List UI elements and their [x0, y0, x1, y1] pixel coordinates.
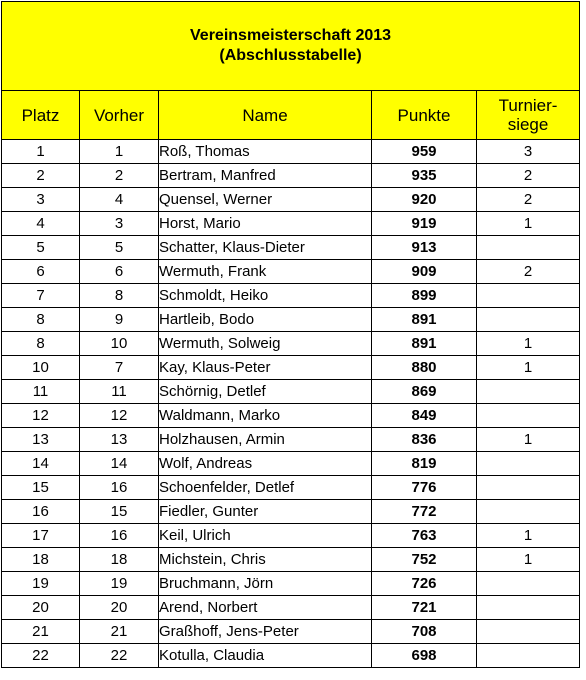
table-row — [2, 356, 580, 380]
cell-vorher: 12 — [80, 404, 159, 428]
cell-name: Schmoldt, Heiko — [159, 284, 372, 308]
cell-turniersiege: 2 — [477, 188, 580, 212]
cell-name: Fiedler, Gunter — [159, 500, 372, 524]
cell-platz: 8 — [2, 332, 80, 356]
cell-vorher: 13 — [80, 428, 159, 452]
cell-punkte: 899 — [372, 284, 477, 308]
cell-platz: 14 — [2, 452, 80, 476]
cell-turniersiege: 1 — [477, 356, 580, 380]
table-row — [2, 476, 580, 500]
cell-vorher: 1 — [80, 140, 159, 164]
cell-name: Bruchmann, Jörn — [159, 572, 372, 596]
table-row — [2, 332, 580, 356]
cell-vorher: 18 — [80, 548, 159, 572]
table-row — [2, 524, 580, 548]
table-row — [2, 548, 580, 572]
table-row — [2, 284, 580, 308]
table-body — [2, 140, 580, 668]
cell-punkte: 920 — [372, 188, 477, 212]
cell-vorher: 22 — [80, 644, 159, 668]
table-row — [2, 428, 580, 452]
cell-punkte: 919 — [372, 212, 477, 236]
table-row — [2, 596, 580, 620]
cell-punkte: 959 — [372, 140, 477, 164]
cell-vorher: 4 — [80, 188, 159, 212]
cell-name: Roß, Thomas — [159, 140, 372, 164]
table-row — [2, 644, 580, 668]
cell-turniersiege — [477, 572, 580, 596]
cell-vorher: 15 — [80, 500, 159, 524]
cell-punkte: 763 — [372, 524, 477, 548]
cell-name: Waldmann, Marko — [159, 404, 372, 428]
cell-platz: 17 — [2, 524, 80, 548]
cell-platz: 2 — [2, 164, 80, 188]
header-punkte: Punkte — [372, 91, 477, 140]
cell-turniersiege — [477, 620, 580, 644]
cell-punkte: 849 — [372, 404, 477, 428]
cell-name: Kay, Klaus-Peter — [159, 356, 372, 380]
cell-vorher: 10 — [80, 332, 159, 356]
cell-name: Bertram, Manfred — [159, 164, 372, 188]
header-vorher: Vorher — [80, 91, 159, 140]
cell-platz: 15 — [2, 476, 80, 500]
cell-turniersiege: 1 — [477, 212, 580, 236]
cell-turniersiege — [477, 380, 580, 404]
cell-punkte: 752 — [372, 548, 477, 572]
table-row — [2, 572, 580, 596]
cell-turniersiege — [477, 596, 580, 620]
cell-turniersiege: 1 — [477, 332, 580, 356]
cell-turniersiege — [477, 452, 580, 476]
cell-punkte: 708 — [372, 620, 477, 644]
standings-table — [1, 1, 580, 668]
cell-vorher: 20 — [80, 596, 159, 620]
cell-vorher: 9 — [80, 308, 159, 332]
table-row — [2, 140, 580, 164]
table-row — [2, 308, 580, 332]
header-turniersiege — [477, 91, 580, 140]
header-name: Name — [159, 91, 372, 140]
cell-name: Arend, Norbert — [159, 596, 372, 620]
cell-turniersiege: 2 — [477, 164, 580, 188]
cell-platz: 12 — [2, 404, 80, 428]
cell-platz: 5 — [2, 236, 80, 260]
cell-platz: 11 — [2, 380, 80, 404]
cell-punkte: 869 — [372, 380, 477, 404]
cell-name: Wermuth, Frank — [159, 260, 372, 284]
header-turniersiege-line-1: Turnier- — [498, 96, 558, 115]
table-row — [2, 404, 580, 428]
cell-platz: 7 — [2, 284, 80, 308]
table-row — [2, 188, 580, 212]
cell-turniersiege: 1 — [477, 548, 580, 572]
cell-platz: 20 — [2, 596, 80, 620]
cell-name: Graßhoff, Jens-Peter — [159, 620, 372, 644]
cell-turniersiege — [477, 644, 580, 668]
table-row — [2, 380, 580, 404]
cell-punkte: 891 — [372, 308, 477, 332]
cell-punkte: 935 — [372, 164, 477, 188]
cell-name: Hartleib, Bodo — [159, 308, 372, 332]
cell-vorher: 11 — [80, 380, 159, 404]
cell-vorher: 3 — [80, 212, 159, 236]
cell-punkte: 776 — [372, 476, 477, 500]
cell-platz: 19 — [2, 572, 80, 596]
cell-turniersiege — [477, 308, 580, 332]
cell-platz: 18 — [2, 548, 80, 572]
cell-punkte: 880 — [372, 356, 477, 380]
cell-vorher: 16 — [80, 476, 159, 500]
cell-platz: 13 — [2, 428, 80, 452]
cell-vorher: 6 — [80, 260, 159, 284]
cell-platz: 8 — [2, 308, 80, 332]
cell-vorher: 19 — [80, 572, 159, 596]
cell-platz: 16 — [2, 500, 80, 524]
cell-name: Horst, Mario — [159, 212, 372, 236]
cell-punkte: 721 — [372, 596, 477, 620]
cell-name: Wolf, Andreas — [159, 452, 372, 476]
table-row — [2, 212, 580, 236]
cell-platz: 22 — [2, 644, 80, 668]
cell-vorher: 8 — [80, 284, 159, 308]
cell-vorher: 21 — [80, 620, 159, 644]
cell-platz: 3 — [2, 188, 80, 212]
header-turniersiege-line-2: siege — [507, 115, 549, 134]
cell-turniersiege — [477, 500, 580, 524]
cell-turniersiege: 1 — [477, 428, 580, 452]
cell-platz: 6 — [2, 260, 80, 284]
cell-turniersiege — [477, 404, 580, 428]
cell-name: Keil, Ulrich — [159, 524, 372, 548]
cell-punkte: 772 — [372, 500, 477, 524]
cell-punkte: 819 — [372, 452, 477, 476]
table-row — [2, 500, 580, 524]
cell-turniersiege: 3 — [477, 140, 580, 164]
cell-name: Wermuth, Solweig — [159, 332, 372, 356]
cell-name: Kotulla, Claudia — [159, 644, 372, 668]
table-row — [2, 620, 580, 644]
table-row — [2, 164, 580, 188]
cell-vorher: 5 — [80, 236, 159, 260]
table-row — [2, 236, 580, 260]
header-row — [2, 91, 580, 140]
cell-turniersiege — [477, 284, 580, 308]
cell-turniersiege: 1 — [477, 524, 580, 548]
cell-name: Quensel, Werner — [159, 188, 372, 212]
cell-name: Schörnig, Detlef — [159, 380, 372, 404]
cell-name: Holzhausen, Armin — [159, 428, 372, 452]
cell-platz: 10 — [2, 356, 80, 380]
cell-name: Schoenfelder, Detlef — [159, 476, 372, 500]
cell-punkte: 836 — [372, 428, 477, 452]
cell-punkte: 909 — [372, 260, 477, 284]
header-platz: Platz — [2, 91, 80, 140]
cell-punkte: 698 — [372, 644, 477, 668]
table-row — [2, 260, 580, 284]
cell-turniersiege: 2 — [477, 260, 580, 284]
title-line-1: Vereinsmeisterschaft 2013 — [190, 27, 392, 44]
cell-punkte: 913 — [372, 236, 477, 260]
cell-vorher: 16 — [80, 524, 159, 548]
cell-vorher: 2 — [80, 164, 159, 188]
cell-platz: 1 — [2, 140, 80, 164]
cell-punkte: 726 — [372, 572, 477, 596]
cell-vorher: 7 — [80, 356, 159, 380]
cell-platz: 4 — [2, 212, 80, 236]
cell-punkte: 891 — [372, 332, 477, 356]
cell-name: Michstein, Chris — [159, 548, 372, 572]
table-row — [2, 452, 580, 476]
cell-platz: 21 — [2, 620, 80, 644]
cell-turniersiege — [477, 476, 580, 500]
cell-vorher: 14 — [80, 452, 159, 476]
table-title — [2, 2, 580, 91]
cell-name: Schatter, Klaus-Dieter — [159, 236, 372, 260]
cell-turniersiege — [477, 236, 580, 260]
title-line-2: (Abschlusstabelle) — [219, 47, 362, 64]
